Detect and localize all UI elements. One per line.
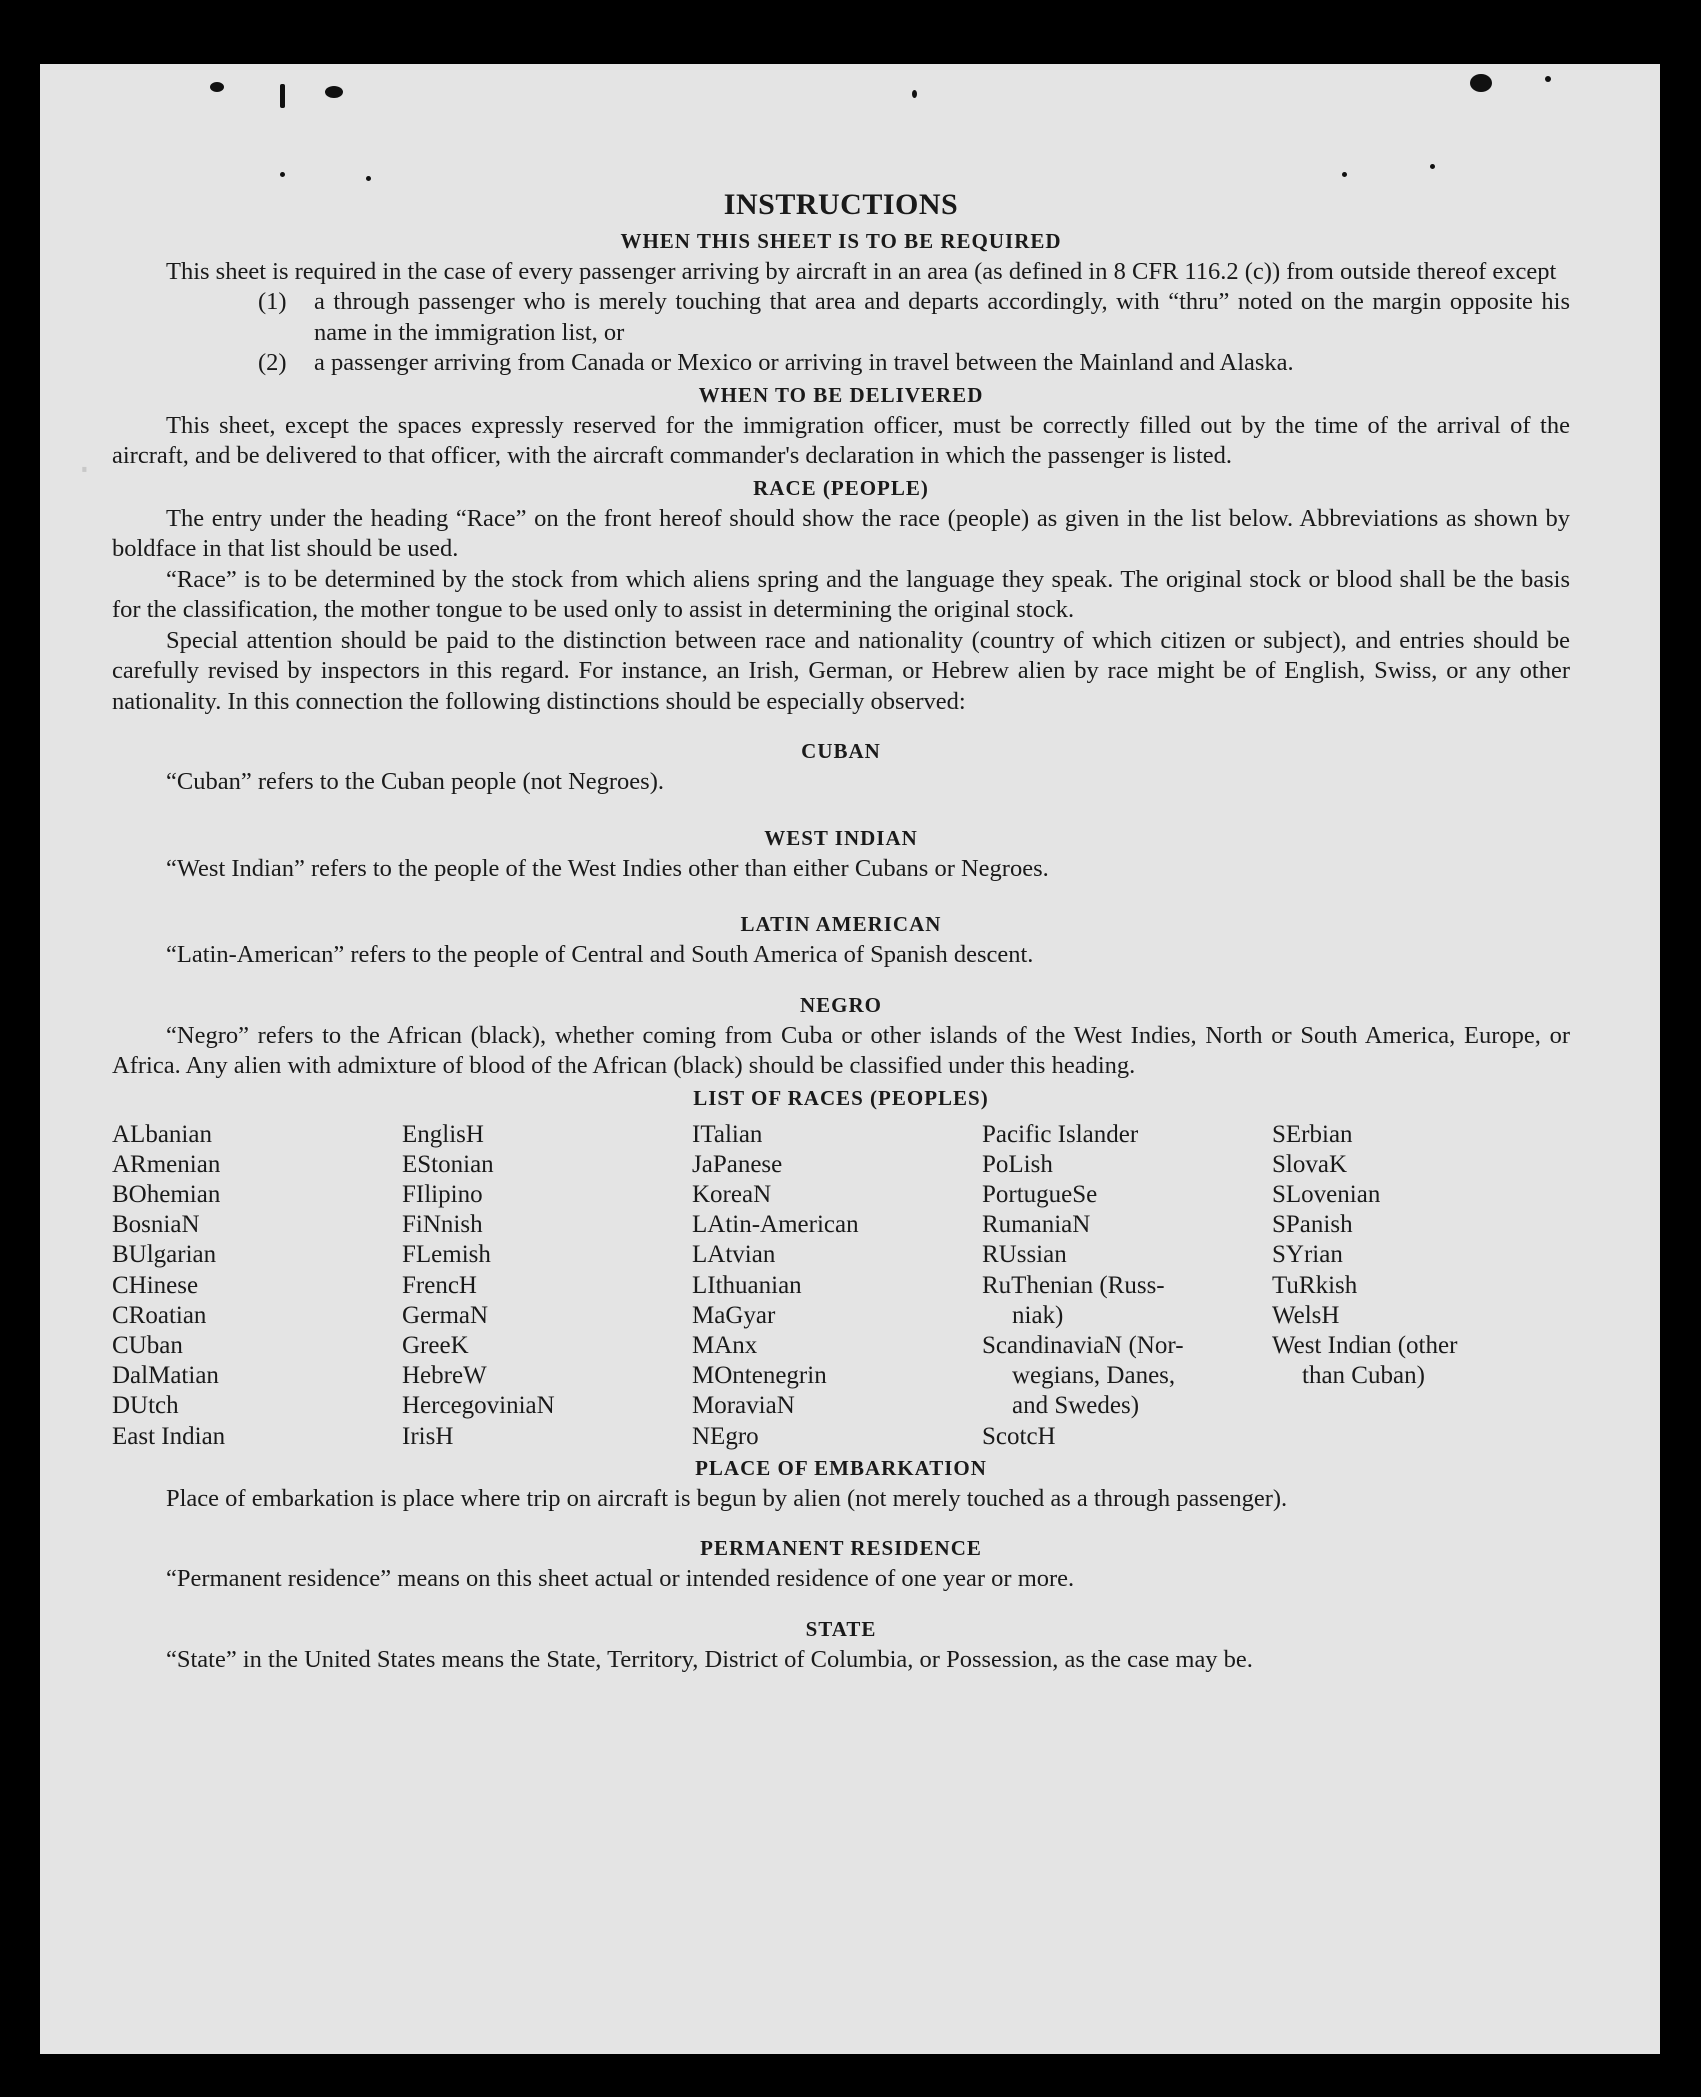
race-entry: CUban [112, 1331, 183, 1359]
ink-speck [912, 90, 917, 98]
race-entry-continued: wegians, Danes, [1012, 1362, 1176, 1390]
race-entry: LAtvian [692, 1241, 776, 1269]
race-entry: DUtch [112, 1392, 179, 1420]
race-paragraph-3: Special attention should be paid to the distinction between race and nationality (country of which citizen or subject), and entries should be carefully revised by inspectors in this regard. For instance, an Irish, German, or Hebrew alien by race might be of English, Swiss, or any other nationality. In this connection the following distinctions should be especially observed: [112, 626, 1570, 715]
heading-embarkation: PLACE OF EMBARKATION [695, 1455, 987, 1480]
ink-speck [1430, 164, 1435, 169]
race-entry: KoreaN [692, 1180, 772, 1208]
race-entry: SLovenian [1272, 1180, 1381, 1208]
latin-american-text: “Latin-American” refers to the people of Central and South America of Spanish descent. [166, 941, 1034, 968]
race-entry: BUlgarian [112, 1241, 217, 1269]
ink-speck [210, 82, 224, 92]
page-title: INSTRUCTIONS [723, 188, 959, 221]
race-entry: Pacific Islander [982, 1120, 1139, 1148]
race-entry: EStonian [402, 1150, 494, 1178]
race-list [112, 1120, 1570, 1452]
race-entry: PoLish [982, 1150, 1053, 1178]
race-entry: GreeK [402, 1331, 469, 1359]
race-entry: MaGyar [692, 1301, 776, 1329]
heading-list-of-races: LIST OF RACES (PEOPLES) [693, 1085, 989, 1110]
ink-speck [280, 172, 285, 177]
instructions-content [112, 190, 1570, 1675]
heading-latin-american: LATIN AMERICAN [740, 912, 942, 936]
exception-number: (1) [258, 288, 287, 315]
race-entry: MOntenegrin [692, 1362, 827, 1390]
race-entry: WelsH [1272, 1301, 1340, 1329]
heading-when-delivered: WHEN TO BE DELIVERED [698, 382, 984, 407]
race-paragraph-2: “Race” is to be determined by the stock from which aliens spring and the language they speak. The original stock or blood shall be the basis for the classification, the mother tongue to be used only to assist in determining the original stock. [112, 565, 1570, 623]
race-entry: RUssian [982, 1241, 1067, 1269]
race-column-2 [402, 1120, 692, 1452]
race-entry: ARmenian [112, 1150, 221, 1178]
race-entry: HebreW [402, 1362, 487, 1390]
race-entry: TuRkish [1272, 1271, 1358, 1299]
race-column-5 [1272, 1120, 1570, 1452]
exception-number: (2) [258, 349, 287, 376]
race-entry: NEgro [692, 1422, 759, 1450]
race-entry-continued: than Cuban) [1302, 1362, 1425, 1390]
race-entry: SYrian [1272, 1241, 1343, 1269]
race-entry: BosniaN [112, 1211, 200, 1239]
race-column-1 [112, 1120, 402, 1452]
residence-text: “Permanent residence” means on this sheet actual or intended residence of one year or more. [166, 1565, 1075, 1593]
race-entry: HercegoviniaN [402, 1392, 555, 1420]
west-indian-text: “West Indian” refers to the people of the West Indies other than either Cubans or Negroes. [166, 854, 1049, 882]
embarkation-text: Place of embarkation is place where trip on aircraft is begun by alien (not merely touched as a through passenger). [166, 1484, 1288, 1512]
exception-item-2 [112, 348, 1570, 379]
state-text: “State” in the United States means the State, Territory, District of Columbia, or Possession, as the case may be. [166, 1645, 1253, 1673]
heading-state: STATE [805, 1616, 877, 1641]
race-entry: CRoatian [112, 1301, 207, 1329]
ink-speck [366, 176, 371, 181]
required-intro: This sheet is required in the case of every passenger arriving by aircraft in an area (as defined in 8 CFR 116.2 (c)) from outside thereof except [166, 257, 1557, 285]
race-entry: DalMatian [112, 1362, 219, 1390]
race-column-3 [692, 1120, 982, 1452]
race-entry: PortugueSe [982, 1180, 1098, 1208]
race-column-4 [982, 1120, 1272, 1452]
exception-text: a through passenger who is merely touching that area and departs accordingly, with “thru” noted on the margin opposite his name in the immigration list, or [314, 288, 1570, 346]
heading-west-indian: WEST INDIAN [764, 825, 918, 850]
race-entry: CHinese [112, 1271, 199, 1299]
race-entry: SlovaK [1272, 1150, 1347, 1178]
document-sheet [40, 64, 1660, 2054]
heading-permanent-residence: PERMANENT RESIDENCE [700, 1536, 982, 1561]
race-entry-continued: and Swedes) [1012, 1392, 1140, 1420]
race-entry: ALbanian [112, 1120, 212, 1148]
exception-item-1 [112, 287, 1570, 348]
ink-speck [325, 86, 343, 98]
exception-text: a passenger arriving from Canada or Mexico or arriving in travel between the Mainland and Alaska. [314, 349, 1294, 376]
race-entry: BOhemian [112, 1180, 221, 1208]
faded-margin-mark: ‧ [78, 448, 91, 494]
heading-negro: NEGRO [799, 992, 882, 1017]
race-entry: West Indian (other [1272, 1331, 1458, 1359]
ink-speck [1545, 76, 1551, 82]
race-entry: MAnx [692, 1331, 758, 1359]
race-entry: FLemish [402, 1241, 491, 1269]
delivered-text: This sheet, except the spaces expressly reserved for the immigration officer, must be correctly filled out by the time of the arrival of the aircraft, and be delivered to that officer, with the aircraft commander's declaration in which the passenger is listed. [112, 411, 1570, 469]
race-entry: RumaniaN [982, 1211, 1091, 1239]
race-entry: SPanish [1272, 1211, 1353, 1239]
ink-speck [1470, 74, 1492, 92]
race-entry-continued: niak) [1012, 1301, 1064, 1329]
race-entry: IrisH [402, 1422, 454, 1450]
race-entry: LAtin-American [692, 1211, 859, 1239]
race-entry: ITalian [692, 1120, 763, 1148]
race-entry: FrencH [402, 1271, 477, 1299]
ink-speck [280, 84, 285, 108]
race-entry: GermaN [402, 1301, 489, 1329]
negro-text: “Negro” refers to the African (black), whether coming from Cuba or other islands of the West Indies, North or South America, Europe, or Africa. Any alien with admixture of blood of the African (black) should be classified under this heading. [112, 1021, 1570, 1079]
heading-cuban: CUBAN [801, 739, 881, 763]
race-entry: MoraviaN [692, 1392, 795, 1420]
heading-when-required: WHEN THIS SHEET IS TO BE REQUIRED [620, 228, 1062, 253]
race-entry: FiNnish [402, 1211, 483, 1239]
race-entry: SErbian [1272, 1120, 1353, 1148]
heading-race: RACE (PEOPLE) [753, 475, 929, 500]
race-entry: RuThenian (Russ- [982, 1271, 1165, 1299]
race-entry: ScandinaviaN (Nor- [982, 1331, 1184, 1359]
race-entry: East Indian [112, 1422, 226, 1450]
race-entry: FIlipino [402, 1180, 483, 1208]
cuban-text: “Cuban” refers to the Cuban people (not Negroes). [166, 768, 664, 795]
race-entry: EnglisH [402, 1120, 484, 1148]
race-entry: LIthuanian [692, 1271, 802, 1299]
race-paragraph-1: The entry under the heading “Race” on the front hereof should show the race (people) as given in the list below. Abbreviations as shown by boldface in that list should be used. [112, 504, 1570, 562]
race-entry: ScotcH [982, 1422, 1056, 1450]
ink-speck [1342, 172, 1347, 177]
race-entry: JaPanese [692, 1150, 783, 1178]
